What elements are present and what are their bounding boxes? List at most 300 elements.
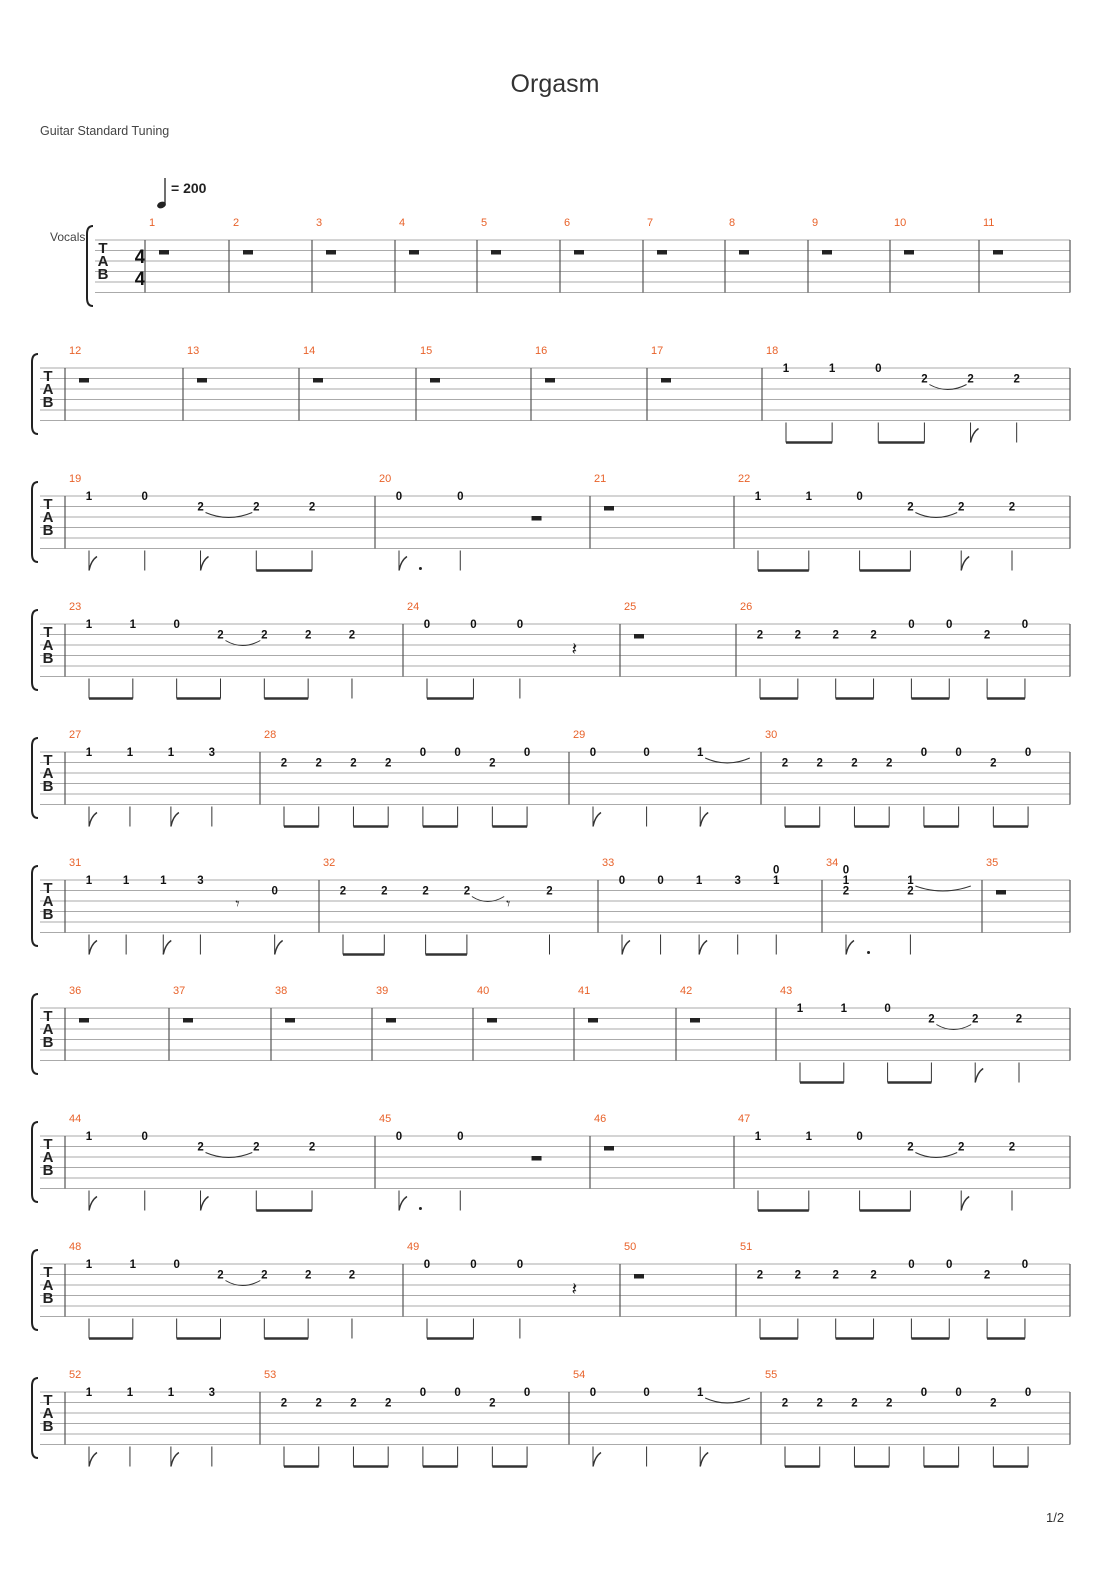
measure-number: 20 — [379, 473, 392, 485]
fret-number: 0 — [946, 619, 953, 631]
measure-number: 17 — [651, 345, 664, 357]
fret-number: 1 — [754, 1131, 762, 1143]
measure-number: 18 — [766, 345, 779, 357]
fret-number: 1 — [85, 619, 93, 631]
fret-number: 2 — [870, 629, 877, 642]
measure-number: 7 — [647, 217, 654, 229]
fret-number: 1 — [805, 1131, 813, 1143]
measure-number: 21 — [594, 473, 607, 485]
fret-number: 1 — [828, 363, 836, 375]
fret-number: 2 — [781, 1397, 789, 1410]
fret-number: 0 — [457, 1131, 464, 1143]
fret-number: 0 — [454, 1387, 461, 1399]
fret-number: 2 — [350, 757, 357, 770]
fret-number: 2 — [781, 757, 789, 770]
half-rest-icon — [285, 1018, 295, 1023]
fret-number: 2 — [308, 501, 316, 514]
measure-number: 34 — [826, 857, 839, 869]
measure-number: 22 — [738, 473, 751, 485]
tab-clef-letter: B — [42, 906, 54, 923]
fret-number: 0 — [271, 885, 278, 898]
measure-number: 37 — [173, 985, 186, 997]
fret-number: 1 — [85, 1387, 93, 1399]
half-rest-icon — [545, 378, 555, 383]
measure-number: 2 — [233, 217, 240, 229]
tab-system — [32, 729, 1070, 827]
measure-number: 43 — [780, 985, 793, 997]
system-bracket — [32, 482, 38, 562]
fret-number: 2 — [1008, 1141, 1016, 1154]
half-rest-icon — [822, 250, 832, 255]
page-number: 1/2 — [1046, 1510, 1065, 1525]
half-rest-icon — [79, 1018, 89, 1023]
half-rest-icon — [996, 890, 1006, 895]
tab-clef-letter: B — [42, 778, 54, 795]
tab-clef-letter: T — [98, 240, 108, 257]
fret-number: 2 — [217, 1269, 224, 1282]
fret-number: 1 — [796, 1003, 804, 1015]
fret-number: 1 — [85, 875, 93, 887]
eighth-flag-icon — [201, 1197, 209, 1211]
fret-number: 2 — [794, 1269, 802, 1282]
measure-number: 24 — [407, 601, 420, 613]
measure-number: 32 — [323, 857, 336, 869]
fret-number: 2 — [489, 1397, 496, 1410]
fret-number: 2 — [851, 757, 858, 770]
eighth-flag-icon — [593, 1453, 601, 1467]
measure-number: 41 — [578, 985, 591, 997]
tab-system — [32, 473, 1070, 571]
tab-clef-letter: B — [97, 266, 109, 283]
eighth-flag-icon — [399, 557, 407, 571]
fret-number: 0 — [955, 1387, 962, 1399]
fret-number: 0 — [423, 619, 431, 631]
fret-number: 0 — [457, 491, 464, 503]
fret-number: 3 — [197, 875, 204, 887]
tab-system — [32, 1113, 1070, 1211]
fret-number: 0 — [589, 747, 597, 759]
tuning-label: Guitar Standard Tuning — [40, 124, 170, 138]
fret-number: 2 — [546, 885, 553, 898]
half-rest-icon — [661, 378, 671, 383]
measure-number: 10 — [894, 217, 907, 229]
fret-number: 2 — [253, 1141, 260, 1154]
half-rest-icon — [409, 250, 419, 255]
augmentation-dot — [419, 1207, 422, 1210]
system-bracket — [32, 610, 38, 690]
fret-number: 2 — [1013, 373, 1020, 386]
tab-clef-letter: B — [42, 394, 54, 411]
fret-number: 0 — [875, 363, 882, 375]
fret-number: 2 — [350, 1397, 357, 1410]
fret-number: 0 — [454, 747, 461, 759]
eighth-flag-icon — [961, 1197, 969, 1211]
system-bracket — [32, 866, 38, 946]
half-rest-icon — [326, 250, 336, 255]
measure-number: 16 — [535, 345, 548, 357]
tab-clef-letter: T — [43, 1392, 53, 1409]
fret-number: 1 — [782, 363, 790, 375]
system-bracket — [32, 738, 38, 818]
measure-number: 1 — [149, 217, 156, 229]
fret-number: 1 — [907, 875, 914, 887]
augmentation-dot — [419, 567, 422, 570]
tab-clef-letter: A — [42, 765, 54, 782]
fret-number: 0 — [908, 619, 915, 631]
measure-number: 28 — [264, 729, 277, 741]
tab-system — [32, 857, 1070, 955]
system-bracket — [32, 1122, 38, 1202]
half-rest-icon — [657, 250, 667, 255]
fret-number: 2 — [842, 885, 850, 898]
fret-number: 0 — [423, 1259, 431, 1271]
tab-clef-letter: T — [43, 1136, 53, 1153]
eighth-flag-icon — [89, 813, 97, 827]
tab-clef-letter: B — [42, 522, 54, 539]
eighth-flag-icon — [89, 1197, 97, 1211]
fret-number: 1 — [695, 875, 703, 887]
tab-clef-letter: A — [42, 893, 54, 910]
measure-number: 38 — [275, 985, 288, 997]
measure-number: 52 — [69, 1369, 82, 1381]
fret-number: 2 — [308, 1141, 316, 1154]
fret-number: 2 — [794, 629, 802, 642]
fret-number: 1 — [85, 747, 93, 759]
fret-number: 0 — [523, 747, 531, 759]
measure-number: 46 — [594, 1113, 607, 1125]
tab-system — [32, 985, 1070, 1083]
system-bracket — [32, 1378, 38, 1458]
fret-number: 1 — [754, 491, 762, 503]
half-rest-icon — [532, 516, 542, 521]
fret-number: 0 — [920, 747, 928, 759]
fret-number: 2 — [304, 629, 312, 642]
fret-number: 2 — [384, 1397, 392, 1410]
fret-number: 2 — [756, 629, 764, 642]
tab-clef-letter: T — [43, 752, 53, 769]
fret-number: 0 — [173, 619, 180, 631]
fret-number: 1 — [129, 1259, 137, 1271]
fret-number: 2 — [422, 885, 429, 898]
tempo-value: = 200 — [171, 180, 207, 196]
fret-number: 2 — [756, 1269, 764, 1282]
measure-number: 26 — [740, 601, 753, 613]
measure-number: 19 — [69, 473, 82, 485]
fret-number: 2 — [983, 1269, 991, 1282]
fret-number: 0 — [173, 1259, 180, 1271]
half-rest-icon — [491, 250, 501, 255]
tab-system — [87, 217, 1070, 306]
fret-number: 1 — [126, 1387, 134, 1399]
fret-number: 3 — [734, 875, 741, 887]
fret-number: 2 — [280, 1397, 288, 1410]
fret-number: 0 — [141, 491, 148, 503]
fret-number: 0 — [1024, 1387, 1032, 1399]
system-bracket — [32, 354, 38, 434]
song-title: Orgasm — [510, 70, 600, 98]
eighth-flag-icon — [971, 429, 979, 443]
fret-number: 0 — [643, 1387, 650, 1399]
eighth-flag-icon — [961, 557, 969, 571]
half-rest-icon — [993, 250, 1003, 255]
fret-number: 2 — [463, 885, 471, 898]
quarter-rest-icon: 𝄽 — [571, 1279, 578, 1299]
eighth-flag-icon — [89, 557, 97, 571]
fret-number: 0 — [618, 875, 626, 887]
fret-number: 2 — [832, 629, 839, 642]
fret-number: 1 — [85, 491, 93, 503]
tab-clef-letter: T — [43, 1264, 53, 1281]
fret-number: 2 — [990, 1397, 997, 1410]
half-rest-icon — [690, 1018, 700, 1023]
fret-number: 1 — [129, 619, 137, 631]
fret-number: 3 — [208, 747, 216, 759]
half-rest-icon — [739, 250, 749, 255]
fret-number: 2 — [816, 757, 823, 770]
fret-number: 0 — [856, 491, 863, 503]
measure-number: 35 — [986, 857, 999, 869]
fret-number: 0 — [395, 491, 403, 503]
measure-number: 6 — [564, 217, 571, 229]
measure-number: 42 — [680, 985, 693, 997]
fret-number: 2 — [315, 1397, 322, 1410]
fret-number: 2 — [381, 885, 388, 898]
half-rest-icon — [313, 378, 323, 383]
eighth-flag-icon — [89, 941, 97, 955]
fret-number: 0 — [1021, 619, 1029, 631]
measure-number: 9 — [812, 217, 819, 229]
half-rest-icon — [159, 250, 169, 255]
fret-number: 1 — [840, 1003, 848, 1015]
measure-number: 55 — [765, 1369, 778, 1381]
measure-number: 53 — [264, 1369, 277, 1381]
fret-number: 0 — [773, 864, 780, 877]
measure-number: 51 — [740, 1241, 753, 1253]
eighth-flag-icon — [163, 941, 171, 955]
fret-number: 2 — [967, 373, 974, 386]
augmentation-dot — [867, 951, 870, 954]
fret-number: 2 — [921, 373, 928, 386]
half-rest-icon — [604, 506, 614, 511]
measure-number: 45 — [379, 1113, 392, 1125]
measure-number: 11 — [983, 217, 995, 229]
measure-number: 23 — [69, 601, 82, 613]
fret-number: 2 — [885, 757, 893, 770]
eighth-flag-icon — [201, 557, 209, 571]
fret-number: 3 — [208, 1387, 216, 1399]
tab-clef-letter: B — [42, 1034, 54, 1051]
half-rest-icon — [634, 634, 644, 639]
eighth-flag-icon — [700, 1453, 708, 1467]
tab-clef-letter: T — [43, 624, 53, 641]
tab-system — [32, 601, 1070, 699]
measure-number: 5 — [481, 217, 488, 229]
eighth-flag-icon — [171, 1453, 179, 1467]
fret-number: 0 — [419, 747, 427, 759]
eighth-rest-icon: 𝄾 — [506, 896, 511, 913]
measure-number: 3 — [316, 217, 323, 229]
fret-number: 0 — [589, 1387, 597, 1399]
fret-number: 2 — [816, 1397, 823, 1410]
fret-number: 2 — [197, 501, 204, 514]
fret-number: 0 — [842, 864, 850, 877]
eighth-flag-icon — [275, 941, 283, 955]
fret-number: 0 — [516, 619, 524, 631]
tab-clef-letter: A — [97, 253, 109, 270]
measure-number: 12 — [69, 345, 82, 357]
eighth-flag-icon — [399, 1197, 407, 1211]
tab-clef-letter: T — [43, 496, 53, 513]
eighth-flag-icon — [846, 941, 854, 955]
fret-number: 2 — [348, 629, 356, 642]
tab-clef-letter: B — [42, 1418, 54, 1435]
fret-number: 1 — [842, 875, 850, 887]
fret-number: 0 — [470, 1259, 477, 1271]
measure-number: 15 — [420, 345, 433, 357]
measure-number: 39 — [376, 985, 389, 997]
tab-clef-letter: A — [42, 637, 54, 654]
fret-number: 1 — [696, 747, 704, 759]
fret-number: 0 — [141, 1131, 148, 1143]
fret-number: 2 — [870, 1269, 877, 1282]
measure-number: 30 — [765, 729, 778, 741]
fret-number: 0 — [856, 1131, 863, 1143]
fret-number: 2 — [280, 757, 288, 770]
half-rest-icon — [532, 1156, 542, 1161]
instrument-label: Vocals — [50, 230, 86, 244]
measure-number: 40 — [477, 985, 490, 997]
half-rest-icon — [634, 1274, 644, 1279]
fret-number: 0 — [657, 875, 664, 887]
fret-number: 2 — [1015, 1013, 1023, 1026]
fret-number: 0 — [908, 1259, 915, 1271]
fret-number: 2 — [339, 885, 347, 898]
measure-number: 25 — [624, 601, 637, 613]
measure-number: 14 — [303, 345, 316, 357]
fret-number: 0 — [1024, 747, 1032, 759]
measure-number: 33 — [602, 857, 615, 869]
measure-number: 50 — [624, 1241, 637, 1253]
measure-number: 47 — [738, 1113, 751, 1125]
fret-number: 0 — [955, 747, 962, 759]
fret-number: 2 — [957, 501, 965, 514]
eighth-rest-icon: 𝄾 — [235, 896, 240, 913]
fret-number: 2 — [832, 1269, 839, 1282]
tab-clef-letter: T — [43, 368, 53, 385]
eighth-flag-icon — [89, 1453, 97, 1467]
fret-number: 0 — [884, 1003, 891, 1015]
fret-number: 1 — [805, 491, 813, 503]
fret-number: 2 — [261, 629, 268, 642]
eighth-flag-icon — [975, 1069, 983, 1083]
fret-number: 2 — [928, 1013, 935, 1026]
half-rest-icon — [243, 250, 253, 255]
fret-number: 2 — [261, 1269, 268, 1282]
fret-number: 1 — [167, 747, 175, 759]
tab-clef-letter: A — [42, 1277, 54, 1294]
fret-number: 0 — [920, 1387, 928, 1399]
fret-number: 2 — [885, 1397, 893, 1410]
fret-number: 2 — [907, 501, 914, 514]
eighth-flag-icon — [699, 941, 707, 955]
fret-number: 0 — [516, 1259, 524, 1271]
fret-number: 2 — [348, 1269, 356, 1282]
tab-clef-letter: T — [43, 880, 53, 897]
fret-number: 2 — [384, 757, 392, 770]
half-rest-icon — [430, 378, 440, 383]
system-bracket — [87, 226, 93, 306]
fret-number: 2 — [1008, 501, 1016, 514]
eighth-flag-icon — [593, 813, 601, 827]
half-rest-icon — [604, 1146, 614, 1151]
fret-number: 0 — [643, 747, 650, 759]
tab-clef-letter: T — [43, 1008, 53, 1025]
measure-number: 31 — [69, 857, 82, 869]
half-rest-icon — [574, 250, 584, 255]
tab-clef-letter: A — [42, 1021, 54, 1038]
tab-clef-letter: B — [42, 1290, 54, 1307]
measure-number: 36 — [69, 985, 82, 997]
time-signature-bottom: 4 — [134, 269, 146, 290]
fret-number: 2 — [907, 1141, 914, 1154]
measure-number: 49 — [407, 1241, 420, 1253]
fret-number: 1 — [167, 1387, 175, 1399]
fret-number: 1 — [85, 1259, 93, 1271]
measure-number: 27 — [69, 729, 82, 741]
half-rest-icon — [197, 378, 207, 383]
fret-number: 2 — [983, 629, 991, 642]
fret-number: 0 — [523, 1387, 531, 1399]
time-signature-top: 4 — [134, 247, 146, 268]
tab-clef-letter: B — [42, 1162, 54, 1179]
fret-number: 1 — [122, 875, 130, 887]
fret-number: 1 — [85, 1131, 93, 1143]
half-rest-icon — [588, 1018, 598, 1023]
half-rest-icon — [79, 378, 89, 383]
fret-number: 0 — [419, 1387, 427, 1399]
measure-number: 4 — [399, 217, 406, 229]
quarter-rest-icon: 𝄽 — [571, 639, 578, 659]
system-bracket — [32, 1250, 38, 1330]
tab-clef-letter: A — [42, 509, 54, 526]
tab-system — [32, 1369, 1070, 1467]
tab-system — [32, 345, 1070, 443]
measure-number: 48 — [69, 1241, 82, 1253]
eighth-flag-icon — [622, 941, 630, 955]
fret-number: 2 — [990, 757, 997, 770]
measure-number: 44 — [69, 1113, 82, 1125]
eighth-flag-icon — [700, 813, 708, 827]
fret-number: 2 — [957, 1141, 965, 1154]
tab-system — [32, 1241, 1070, 1339]
measure-number: 54 — [573, 1369, 586, 1381]
fret-number: 2 — [253, 501, 260, 514]
fret-number: 1 — [126, 747, 134, 759]
fret-number: 2 — [907, 885, 914, 898]
measure-number: 8 — [729, 217, 736, 229]
fret-number: 0 — [946, 1259, 953, 1271]
fret-number: 2 — [851, 1397, 858, 1410]
fret-number: 1 — [696, 1387, 704, 1399]
half-rest-icon — [904, 250, 914, 255]
fret-number: 0 — [1021, 1259, 1029, 1271]
tab-clef-letter: B — [42, 650, 54, 667]
tab-clef-letter: A — [42, 1149, 54, 1166]
tab-clef-letter: A — [42, 1405, 54, 1422]
fret-number: 2 — [315, 757, 322, 770]
fret-number: 2 — [217, 629, 224, 642]
fret-number: 1 — [160, 875, 167, 887]
